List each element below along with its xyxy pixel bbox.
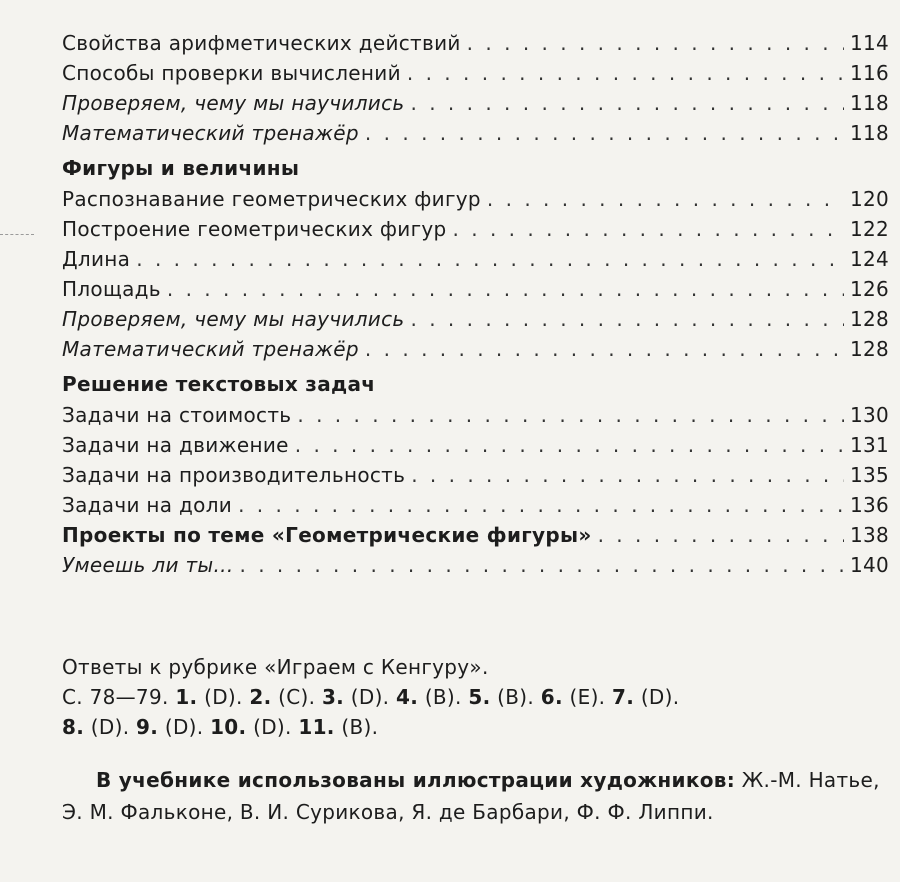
answer-number: 8. — [62, 715, 85, 739]
answer-number: 1. — [175, 685, 198, 709]
toc-entry-title: Построение геометрических фигур — [62, 217, 447, 241]
toc-group-figures — [62, 184, 890, 364]
toc-entry-title: Площадь — [62, 277, 161, 301]
answer-item — [396, 685, 462, 709]
answer-letter: (D). — [164, 715, 204, 739]
dot-leader — [295, 430, 844, 460]
section-heading-text-tasks: Решение текстовых задач — [62, 372, 376, 396]
toc-entry-title: Задачи на доли — [62, 493, 233, 517]
dot-leader — [407, 58, 844, 88]
toc-entry[interactable] — [62, 184, 890, 214]
answers-pages: С. 78—79. — [62, 685, 169, 709]
toc-entry-title: Способы проверки вычислений — [62, 61, 401, 85]
credits-lead: В учебнике использованы иллюстрации художников: — [96, 768, 736, 792]
answer-item — [298, 715, 378, 739]
dot-leader — [411, 460, 844, 490]
toc-entry[interactable] — [62, 550, 890, 580]
answer-letter: (E). — [569, 685, 606, 709]
toc-entry-page-number: 135 — [850, 463, 890, 487]
answer-letter: (D). — [253, 715, 292, 739]
toc-entry[interactable] — [62, 490, 890, 520]
answer-item — [136, 715, 203, 739]
answer-number: 10. — [210, 715, 247, 739]
answers-line-2 — [62, 712, 884, 742]
toc-entry-title: Длина — [62, 247, 131, 271]
answer-letter: (D). — [350, 685, 390, 709]
answers-heading: Ответы к рубрике «Играем с Кенгуру». — [62, 655, 489, 679]
answer-letter: (D). — [640, 685, 680, 709]
answers-line-1 — [62, 682, 884, 712]
answer-number: 2. — [249, 685, 272, 709]
toc-entry-page-number: 138 — [850, 523, 890, 547]
dot-leader — [487, 184, 844, 214]
dot-leader — [167, 274, 844, 304]
toc-entry-page-number: 114 — [850, 31, 890, 55]
answer-item — [541, 685, 606, 709]
toc-group-final — [62, 520, 890, 580]
toc-entry-title: Проверяем, чему мы научились — [62, 307, 405, 331]
answer-number: 5. — [468, 685, 491, 709]
answer-number: 4. — [396, 685, 419, 709]
toc-entry-page-number: 118 — [850, 91, 890, 115]
answer-item — [175, 685, 242, 709]
toc-entry-title: Проверяем, чему мы научились — [62, 91, 405, 115]
toc-entry[interactable] — [62, 88, 890, 118]
toc-entry-page-number: 136 — [850, 493, 890, 517]
toc-entry[interactable] — [62, 214, 890, 244]
answer-letter: (D). — [90, 715, 130, 739]
answer-number: 9. — [136, 715, 159, 739]
toc-entry-page-number: 124 — [850, 247, 890, 271]
toc-entry-title: Задачи на стоимость — [62, 403, 292, 427]
toc-entry[interactable] — [62, 274, 890, 304]
answer-item — [249, 685, 315, 709]
toc-entry-title: Умеешь ли ты... — [62, 553, 234, 577]
answer-item — [322, 685, 389, 709]
toc-entry-title: Распознавание геометрических фигур — [62, 187, 481, 211]
dot-leader — [297, 400, 844, 430]
credits-artist-first: Ж.-М. Натье, — [741, 768, 880, 792]
toc-entry-page-number: 128 — [850, 307, 890, 331]
dot-leader — [136, 244, 844, 274]
toc-entry[interactable] — [62, 28, 890, 58]
answer-letter: (C). — [278, 685, 316, 709]
answer-item — [612, 685, 679, 709]
answers-block — [62, 652, 884, 742]
toc-entry[interactable] — [62, 244, 890, 274]
toc-entry[interactable] — [62, 334, 890, 364]
toc-entry-page-number: 140 — [850, 553, 890, 577]
toc-entry-title: Проекты по теме «Геометрические фигуры» — [62, 523, 592, 547]
illustration-credits — [62, 764, 892, 828]
toc-entry-title: Задачи на производительность — [62, 463, 406, 487]
answer-number: 7. — [612, 685, 635, 709]
toc-entry[interactable] — [62, 430, 890, 460]
toc-entry[interactable] — [62, 520, 890, 550]
dot-leader — [238, 490, 844, 520]
answer-number: 6. — [540, 685, 563, 709]
dot-leader — [365, 118, 844, 148]
toc-entry-page-number: 128 — [850, 337, 890, 361]
answer-number: 3. — [321, 685, 345, 709]
toc-entry-page-number: 130 — [850, 403, 890, 427]
answer-number: 11. — [298, 715, 335, 739]
dot-leader — [598, 520, 844, 550]
table-of-contents — [62, 28, 890, 580]
toc-entry-title: Задачи на движение — [62, 433, 289, 457]
dot-leader — [467, 28, 844, 58]
dot-leader — [239, 550, 844, 580]
dot-leader — [410, 304, 844, 334]
answer-item — [468, 685, 534, 709]
toc-entry[interactable] — [62, 118, 890, 148]
toc-entry-page-number: 122 — [850, 217, 890, 241]
answer-item — [62, 715, 129, 739]
dot-leader — [410, 88, 844, 118]
toc-entry-page-number: 120 — [850, 187, 890, 211]
dot-leader — [365, 334, 844, 364]
answer-letter: (B). — [497, 685, 535, 709]
toc-entry-page-number: 116 — [850, 61, 890, 85]
answer-item — [210, 715, 292, 739]
toc-entry[interactable] — [62, 400, 890, 430]
section-heading-figures: Фигуры и величины — [62, 156, 300, 180]
toc-entry-title: Свойства арифметических действий — [62, 31, 461, 55]
toc-entry-title: Математический тренажёр — [62, 121, 359, 145]
toc-entry-page-number: 126 — [850, 277, 890, 301]
toc-entry-title: Математический тренажёр — [62, 337, 359, 361]
credits-line-2: Э. М. Фальконе, В. И. Сурикова, Я. де Барбари, Ф. Ф. Липпи. — [62, 800, 714, 824]
toc-entry[interactable] — [62, 460, 890, 490]
credits-line-1 — [62, 764, 892, 796]
dot-leader — [453, 214, 844, 244]
toc-group-arithmetic — [62, 28, 890, 148]
toc-entry-page-number: 131 — [850, 433, 890, 457]
answer-letter: (B). — [341, 715, 379, 739]
answer-letter: (D). — [204, 685, 243, 709]
toc-entry[interactable] — [62, 304, 890, 334]
answer-letter: (B). — [424, 685, 462, 709]
toc-entry[interactable] — [62, 58, 890, 88]
toc-group-text-tasks — [62, 400, 890, 520]
toc-entry-page-number: 118 — [850, 121, 890, 145]
margin-mark — [0, 234, 34, 237]
